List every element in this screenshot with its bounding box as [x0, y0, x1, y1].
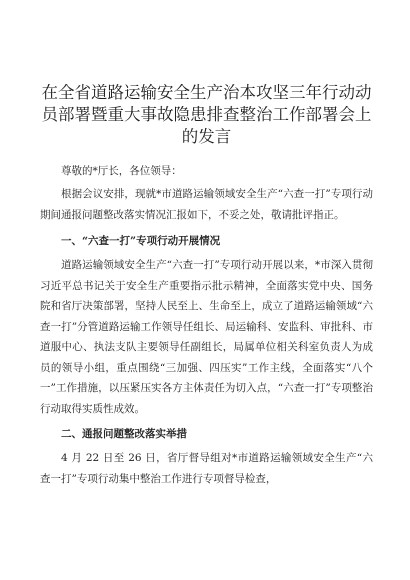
- greeting: 尊敬的*厅长，各位领导：: [61, 165, 182, 177]
- document-title: 在全省道路运输安全生产治本攻坚三年行动动员部署暨重大事故隐患排查整治工作部署会上的发言: [41, 83, 372, 146]
- section-body-1: 道路运输领域安全生产“六查一打”专项行动开展以来，*市深入贯彻习近平总书记关于安全生产重要指示批示精神，全面落实党中央、国务院和省厅决策部署，坚持人民至上、生命至上，成立了道路运输领域“六查一打”分管道路运输工作领导任组长、局运输科、安监科、审批科、市道服中心、执法支队主要领导任副组长，局属单位相关科室负责人为成员的领导小组，重点围绕“三加强、四压实”工作主线，全面落实“八个一”工作措施，以压紧压实各方主体责任为切入点，“六查一打”专项整治行动取得实质性成效。: [40, 259, 373, 415]
- intro-paragraph: 根据会议安排，现就*市道路运输领域安全生产“六查一打”专项行动期间通报问题整改落实情况汇报如下，不妥之处，敬请批评指正。: [40, 188, 373, 221]
- section-heading-2: 二、通报问题整改落实举措: [61, 428, 187, 440]
- section-body-2: 4 月 22 日至 26 日，省厅督导组对*市道路运输领域安全生产“六查一打”专项行动集中整治工作进行专项督导检查，: [40, 452, 373, 485]
- section-heading-1: 一、“六查一打”专项行动开展情况: [61, 235, 221, 247]
